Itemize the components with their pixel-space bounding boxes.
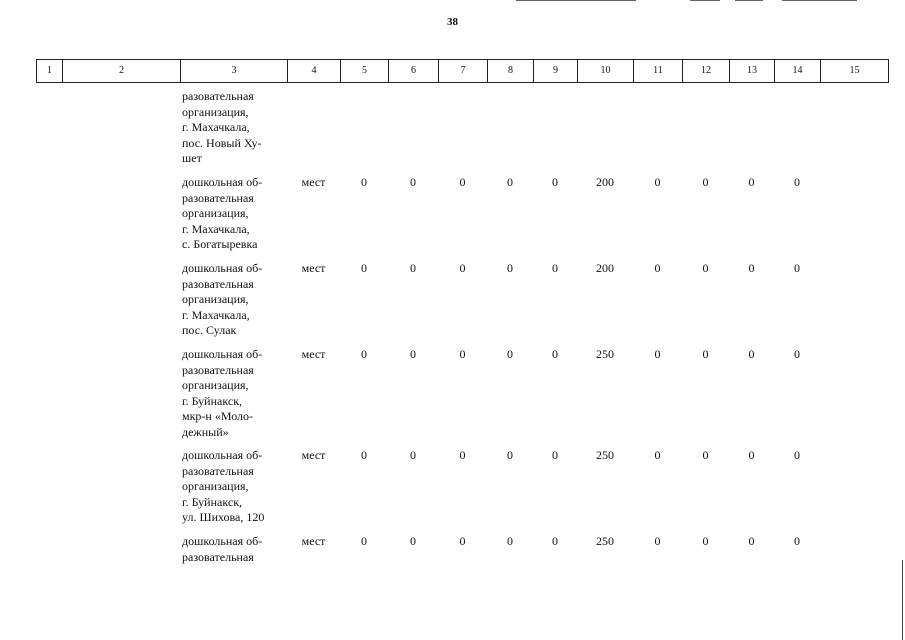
- value-cell: 0: [702, 175, 709, 189]
- page-number: 38: [447, 16, 458, 28]
- scan-artifact-line: [690, 0, 720, 1]
- value-cell: 0: [702, 347, 709, 361]
- value-cell: 0: [459, 261, 466, 275]
- row-description: дошкольная об- разовательная: [182, 534, 263, 564]
- value-cell: 0: [794, 347, 800, 361]
- scan-artifact-line: [735, 0, 763, 1]
- value-cell: 200: [596, 261, 614, 275]
- column-header: 1: [37, 60, 63, 82]
- value-cell: 0: [748, 261, 755, 275]
- value-cell: 0: [552, 175, 558, 189]
- column-header: 14: [775, 60, 821, 82]
- value-cell: 0: [654, 261, 661, 275]
- column-header: 7: [439, 60, 488, 82]
- value-cell: 0: [654, 347, 661, 361]
- value-cell: 0: [507, 448, 513, 462]
- value-cell: 0: [459, 448, 466, 462]
- value-cell: 250: [596, 534, 614, 548]
- column-header: 11: [634, 60, 683, 82]
- column-header: 12: [683, 60, 730, 82]
- column-header: 6: [389, 60, 439, 82]
- value-cell: 0: [361, 534, 367, 548]
- scan-edge-line: [902, 560, 903, 640]
- value-cell: 0: [794, 448, 800, 462]
- value-cell: 0: [794, 175, 800, 189]
- value-cell: 0: [748, 347, 755, 361]
- unit-cell: мест: [301, 261, 326, 275]
- column-header: 2: [63, 60, 181, 82]
- value-cell: 250: [596, 448, 614, 462]
- value-cell: 0: [361, 448, 367, 462]
- value-cell: 0: [361, 261, 367, 275]
- unit-cell: мест: [301, 534, 326, 548]
- row-description: разовательная организация, г. Махачкала, пос. Новый Ху- шет: [182, 89, 262, 165]
- column-header: 5: [341, 60, 389, 82]
- value-cell: 0: [654, 448, 661, 462]
- value-cell: 0: [507, 175, 513, 189]
- scan-artifact-line: [516, 0, 636, 1]
- value-cell: 200: [596, 175, 614, 189]
- row-description: дошкольная об- разовательная организация, г. Буйнакск, ул. Шихова, 120: [182, 448, 265, 524]
- value-cell: 0: [459, 347, 466, 361]
- value-cell: 0: [552, 347, 558, 361]
- value-cell: 0: [748, 448, 755, 462]
- row-description: дошкольная об- разовательная организация, г. Махачкала, с. Богатыревка: [182, 175, 263, 251]
- value-cell: 0: [459, 534, 466, 548]
- value-cell: 0: [794, 261, 800, 275]
- value-cell: 0: [748, 175, 755, 189]
- unit-cell: мест: [301, 175, 326, 189]
- value-cell: 0: [552, 448, 558, 462]
- value-cell: 0: [361, 175, 367, 189]
- value-cell: 0: [410, 175, 416, 189]
- unit-cell: мест: [301, 347, 326, 361]
- value-cell: 0: [654, 534, 661, 548]
- value-cell: 250: [596, 347, 614, 361]
- value-cell: 0: [552, 261, 558, 275]
- column-header: 13: [730, 60, 775, 82]
- scan-artifact-line: [782, 0, 857, 1]
- value-cell: 0: [654, 175, 661, 189]
- value-cell: 0: [794, 534, 800, 548]
- row-description: дошкольная об- разовательная организация, г. Махачкала, пос. Сулак: [182, 261, 263, 337]
- unit-cell: мест: [301, 448, 326, 462]
- value-cell: 0: [702, 261, 709, 275]
- value-cell: 0: [410, 534, 416, 548]
- column-header: 8: [488, 60, 534, 82]
- row-description: дошкольная об- разовательная организация, г. Буйнакск, мкр-н «Моло- дежный»: [182, 347, 263, 439]
- value-cell: 0: [748, 534, 755, 548]
- value-cell: 0: [410, 448, 416, 462]
- value-cell: 0: [702, 448, 709, 462]
- column-header: 3: [181, 60, 288, 82]
- value-cell: 0: [507, 347, 513, 361]
- column-header: 15: [821, 60, 889, 82]
- value-cell: 0: [410, 347, 416, 361]
- value-cell: 0: [507, 534, 513, 548]
- column-header: 4: [288, 60, 341, 82]
- table-header-row: [36, 59, 889, 83]
- value-cell: 0: [361, 347, 367, 361]
- column-header: 10: [578, 60, 634, 82]
- value-cell: 0: [702, 534, 709, 548]
- value-cell: 0: [552, 534, 558, 548]
- value-cell: 0: [410, 261, 416, 275]
- column-header: 9: [534, 60, 578, 82]
- value-cell: 0: [507, 261, 513, 275]
- value-cell: 0: [459, 175, 466, 189]
